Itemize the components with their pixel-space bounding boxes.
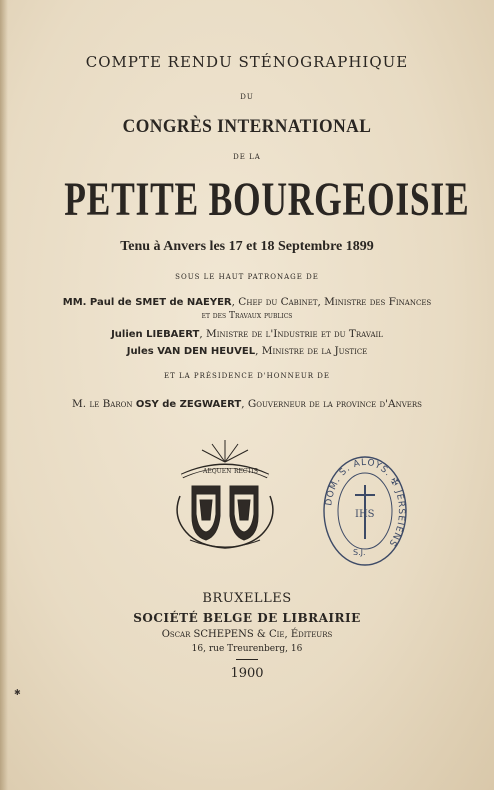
patronage-intro: SOUS LE HAUT PATRONAGE DE xyxy=(175,273,319,281)
connector-de-la: DE LA xyxy=(233,153,261,161)
asterisk-mark: ✱ xyxy=(14,688,21,697)
patron-3: Jules VAN DEN HEUVEL, Ministre de la Justice xyxy=(126,345,368,357)
publisher-city: BRUXELLES xyxy=(202,591,292,606)
publication-year: 1900 xyxy=(230,666,264,681)
library-stamp xyxy=(322,455,408,567)
held-line: Tenu à Anvers les 17 et 18 Septembre 1899 xyxy=(120,239,374,254)
emblem-motto-left: AEQUEN xyxy=(203,468,232,475)
congress-title: CONGRÈS INTERNATIONAL xyxy=(122,116,372,137)
publisher-editors: Oscar SCHEPENS & Cie, Éditeurs xyxy=(161,629,333,640)
stamp-ring-text: DOM. S. ALOYS. ✠ JERSEIENS xyxy=(324,457,407,549)
printers-emblem xyxy=(170,436,280,554)
patron-1: MM. Paul de SMET de NAEYER, Chef du Cabinet, Ministre des Finances xyxy=(62,296,432,308)
svg-text:IHS: IHS xyxy=(355,509,375,520)
patron-2: Julien LIEBAERT, Ministre de l'Industrie et du Travail xyxy=(111,328,383,340)
main-title: PETITE BOURGEOISIE xyxy=(64,173,470,226)
stamp-initials: S.J. xyxy=(353,548,366,557)
divider-rule xyxy=(236,659,258,660)
emblem-motto-right: RECTIS xyxy=(234,468,258,475)
publisher-name: SOCIÉTÉ BELGE DE LIBRAIRIE xyxy=(133,611,361,625)
connector-du: DU xyxy=(240,93,254,101)
presidency-intro: ET LA PRÉSIDENCE D'HONNEUR DE xyxy=(164,372,330,380)
patron-1-role-cont: et des Travaux publics xyxy=(201,311,293,321)
report-title: COMPTE RENDU STÉNOGRAPHIQUE xyxy=(85,53,409,71)
publisher-address: 16, rue Treurenberg, 16 xyxy=(191,644,303,654)
honorary-president: M. le Baron OSY de ZEGWAERT, Gouverneur de la province d'Anvers xyxy=(72,398,422,410)
